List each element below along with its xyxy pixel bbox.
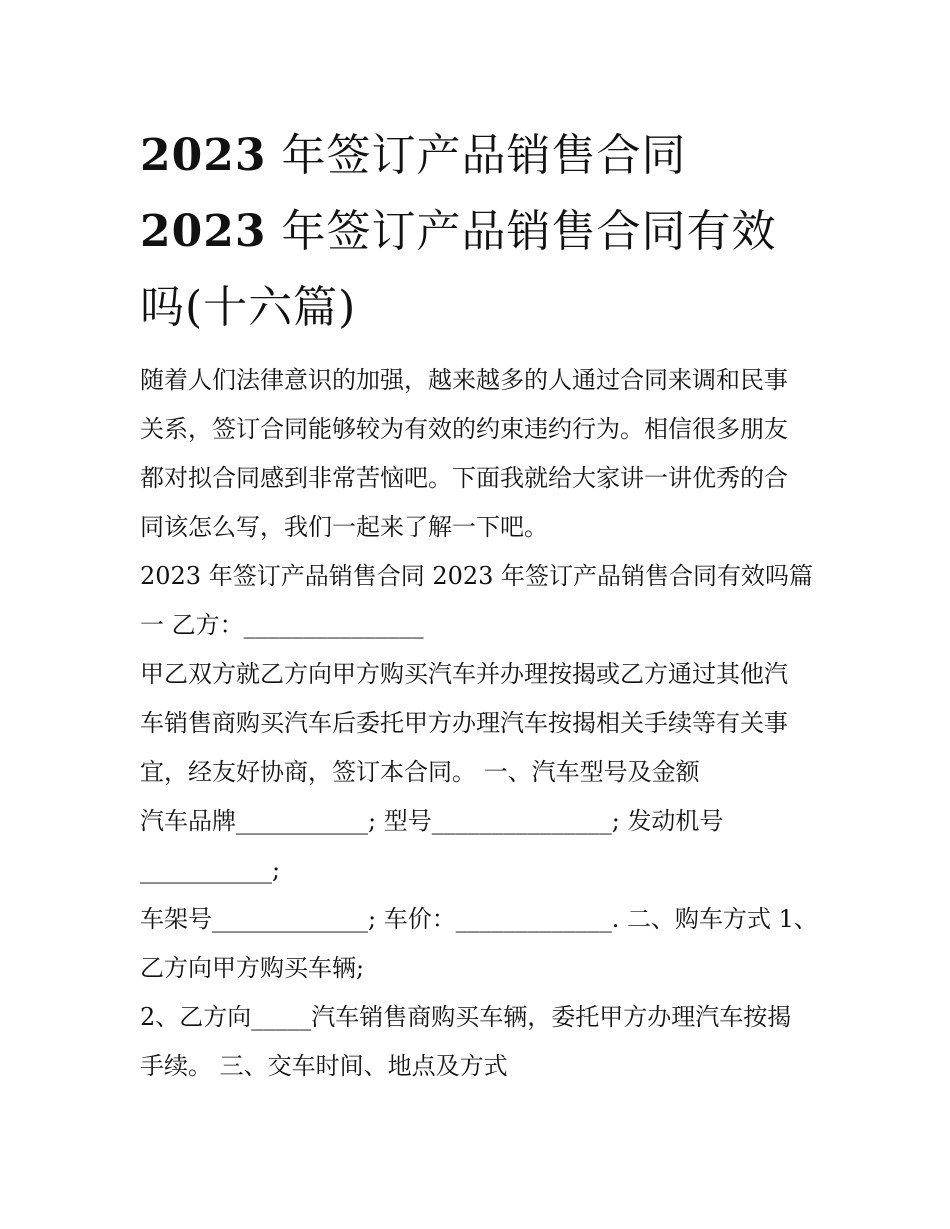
intro-line: 关系，签订合同能够较为有效的约束违约行为。相信很多朋友: [140, 415, 788, 443]
intro-line: 都对拟合同感到非常苦恼吧。下面我就给大家讲一讲优秀的合: [140, 464, 788, 492]
title-text-2: 年签订产品销售合同有效: [281, 206, 777, 257]
document-body: [140, 356, 820, 1091]
car-fields-line: ___________;: [140, 856, 281, 884]
frame-price-line: 车架号_____________; 车价：_____________. 二、购车方式 1、: [140, 905, 818, 933]
clause-line: 甲乙双方就乙方向甲方购买汽车并办理按揭或乙方通过其他汽: [140, 660, 788, 688]
intro-line: 随着人们法律意识的加强，越来越多的人通过合同来调和民事: [140, 366, 788, 394]
section-heading-line: 一 乙方：_______________: [140, 611, 424, 639]
clause-line: 车销售商购买汽车后委托甲方办理汽车按揭相关手续等有关事: [140, 709, 788, 737]
intro-line: 同该怎么写，我们一起来了解一下吧。: [140, 513, 548, 541]
title-year-2: 2023: [140, 206, 267, 257]
car-fields-line: 汽车品牌___________; 型号_______________; 发动机号: [140, 807, 724, 835]
option-two-line: 手续。 三、交车时间、地点及方式: [140, 1052, 508, 1080]
option-two-paragraph: [140, 993, 820, 1091]
section-heading-line: 2023 年签订产品销售合同 2023 年签订产品销售合同有效吗篇: [140, 562, 814, 590]
title-text-1: 年签订产品销售合同: [281, 130, 687, 181]
title-line-3: 吗(十六篇): [140, 282, 357, 333]
frame-price-paragraph: [140, 895, 820, 993]
title-line-2: [140, 194, 820, 270]
intro-paragraph: [140, 356, 820, 552]
clause-line: 宜，经友好协商，签订本合同。 一、汽车型号及金额: [140, 758, 700, 786]
clause-intro-paragraph: [140, 650, 820, 797]
title-year-1: 2023: [140, 130, 267, 181]
frame-price-line: 乙方向甲方购买车辆;: [140, 954, 365, 982]
document-page: [140, 118, 820, 1091]
section-heading: [140, 552, 820, 650]
option-two-line: 2、乙方向_____汽车销售商购买车辆，委托甲方办理汽车按揭: [140, 1003, 792, 1031]
title-line-1: [140, 118, 820, 194]
document-title: [140, 118, 820, 346]
car-fields-paragraph: [140, 797, 820, 895]
